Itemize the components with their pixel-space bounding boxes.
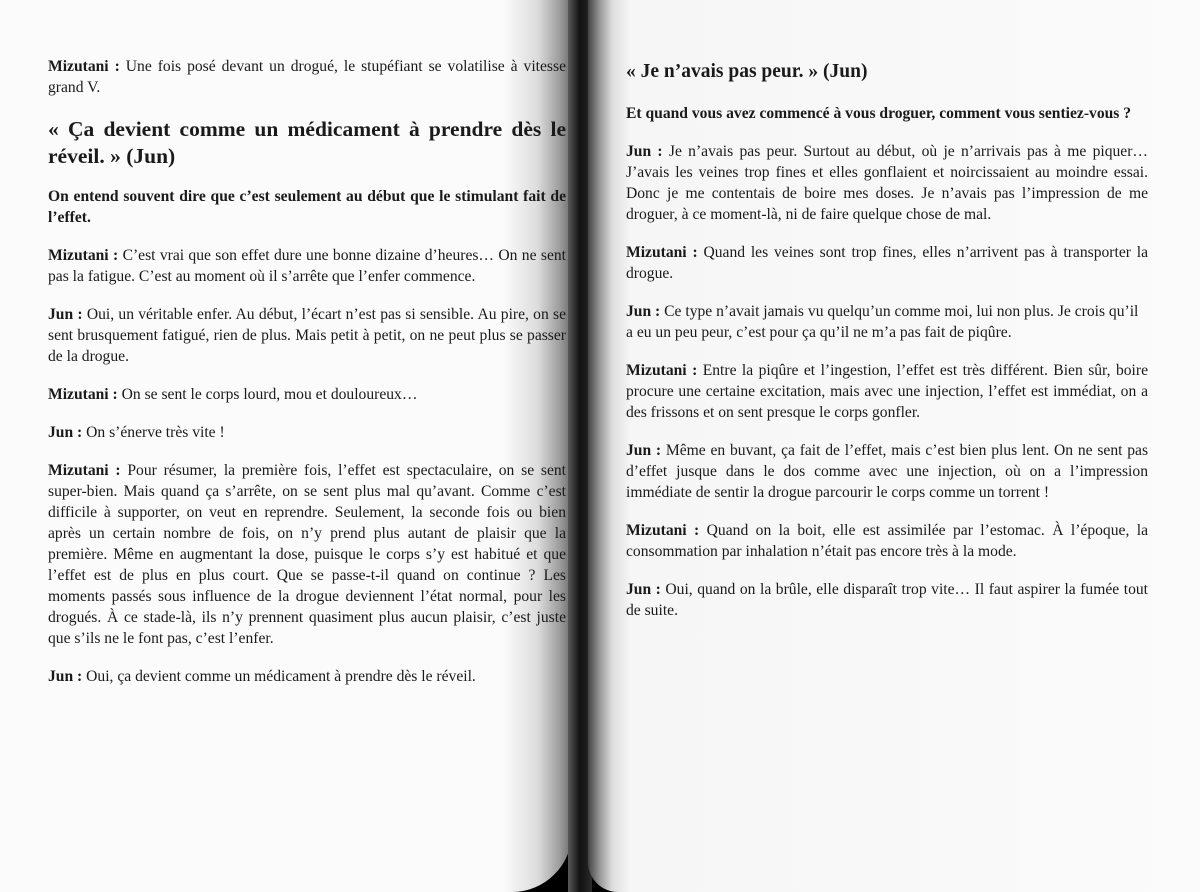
- dialogue-paragraph: Jun : Ce type n’avait jamais vu quelqu’un comme moi, lui non plus. Je crois qu’il a eu un peu peur, c’est pour ça qu’il ne m’a pas fait de piqûre.: [626, 303, 1139, 341]
- dialogue-paragraph: Mizutani : Pour résumer, la première fois, l’effet est spectaculaire, on se sent super-bien. Mais quand ça s’arrête, on se sent plus mal qu’avant. Comme c’est difficile à supporter, on veut en reprendre. Seulement, la seconde fois ou bien après un certain nombre de fois, on n’y prend plus autant de plaisir que la première. Même en augmentant la dose, puisque le corps s’y est habitué et que l’effet est de plus en plus court. Que se passe-t-il quand on continue ? Les moments passés sous influence de la drogue deviennent l’état normal, pour les drogués. À ce stade-là, ils n’y prennent quasiment plus aucun plaisir, c’est juste que s’ils ne le font pas, c’est l’enfer.: [48, 462, 566, 647]
- dialogue-paragraph: Jun : Oui, un véritable enfer. Au début, l’écart n’est pas si sensible. Au pire, on se sent brusquement fatigué, rien de plus. Mais petit à petit, on ne peut plus se passer de la drogue.: [48, 306, 567, 365]
- right-page: [588, 0, 1200, 892]
- section-heading: « Ça devient comme un médicament à prendre dès le réveil. » (Jun): [48, 117, 566, 168]
- section-heading: « Je n’avais pas peur. » (Jun): [626, 61, 868, 82]
- dialogue-paragraph: Mizutani : Quand on la boit, elle est assimilée par l’estomac. À l’époque, la consommation par inhalation n’était pas encore très à la mode.: [626, 522, 1149, 560]
- dialogue-paragraph: Jun : Je n’avais pas peur. Surtout au début, où je n’arrivais pas à me piquer… J’avais les veines trop fines et elles gonflaient et noircissaient au moindre essai. Donc je me contentais de boire mes doses. Je n’avais pas l’impression de me droguer, à ce moment-là, ni de faire quelque chose de mal.: [626, 143, 1149, 223]
- left-page: [0, 0, 572, 892]
- interviewer-question: On entend souvent dire que c’est seulement au début que le stimulant fait de l’effet.: [48, 188, 566, 226]
- dialogue-paragraph: Mizutani : On se sent le corps lourd, mou et douloureux…: [48, 386, 418, 403]
- dialogue-paragraph: Mizutani : Quand les veines sont trop fines, elles n’arrivent pas à transporter la drogue.: [626, 244, 1149, 282]
- dialogue-paragraph: Mizutani : Entre la piqûre et l’ingestion, l’effet est très différent. Bien sûr, boire procure une certaine excitation, mais avec une injection, l’effet est immédiat, on a des frissons et on sent presque le corps gonfler.: [626, 362, 1148, 421]
- dialogue-paragraph: Jun : Oui, ça devient comme un médicament à prendre dès le réveil.: [48, 668, 476, 685]
- dialogue-paragraph: Jun : On s’énerve très vite !: [48, 424, 225, 441]
- dialogue-paragraph: Jun : Oui, quand on la brûle, elle disparaît trop vite… Il faut aspirer la fumée tout de suite.: [626, 581, 1148, 619]
- dialogue-paragraph: Mizutani : C’est vrai que son effet dure une bonne dizaine d’heures… On ne sent pas la fatigue. C’est au moment où il s’arrête que l’enfer commence.: [48, 247, 566, 285]
- dialogue-paragraph: Jun : Même en buvant, ça fait de l’effet, mais c’est bien plus lent. On ne sent pas d’effet jusque dans le dos comme avec une injection, où on a l’impression immédiate de sentir la drogue parcourir le corps comme un torrent !: [626, 442, 1149, 501]
- dialogue-paragraph: Mizutani : Une fois posé devant un drogué, le stupéfiant se volatilise à vitesse grand V.: [48, 58, 566, 96]
- interviewer-question: Et quand vous avez commencé à vous droguer, comment vous sentiez-vous ?: [626, 105, 1132, 122]
